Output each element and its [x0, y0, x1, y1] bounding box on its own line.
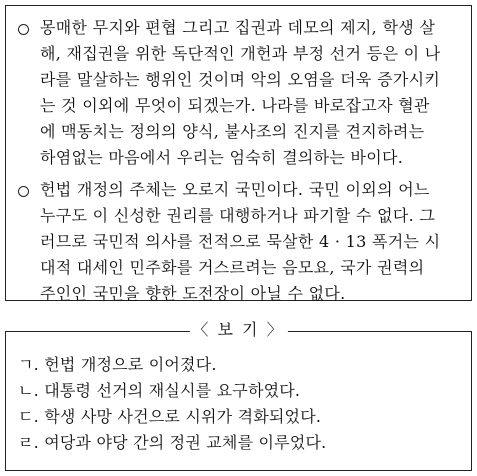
bogi-title: 〈 보 기 〉 — [189, 320, 287, 340]
passage-line: 누구도 이 신성한 권리를 대행하거나 파기할 수 없다. 그 — [40, 206, 436, 225]
passage-line: 주인인 국민을 향한 도전장이 아닐 수 없다. — [40, 284, 346, 303]
passage-line: 에 맥동치는 정의의 양식, 불사조의 진지를 견지하려는 — [40, 122, 425, 141]
passage-line: 대적 대세인 민주화를 거스르려는 음모요, 국가 권력의 — [40, 258, 425, 277]
passage-line: 라를 말살하는 행위인 것이며 악의 오염을 더욱 증가시키 — [40, 70, 441, 89]
passage-line: 해, 재집권을 위한 독단적인 개헌과 부정 선거 등은 이 나 — [40, 44, 441, 63]
circle-bullet-icon — [18, 186, 29, 197]
passage-line: 하염없는 마음에서 우리는 엄숙히 결의하는 바이다. — [40, 148, 404, 167]
passage-line: 헌법 개정의 주체는 오로지 국민이다. 국민 이외의 어느 — [40, 180, 430, 199]
passage-box — [5, 5, 472, 301]
choice-item-2: ㄴ. 대통령 선거의 재실시를 요구하였다. — [18, 381, 301, 400]
choice-item-3: ㄷ. 학생 사망 사건으로 시위가 격화되었다. — [18, 407, 322, 426]
choice-item-4: ㄹ. 여당과 야당 간의 정권 교체를 이루었다. — [18, 433, 327, 452]
choice-item-1: ㄱ. 헌법 개정으로 이어졌다. — [18, 355, 217, 374]
passage-line: 는 것 이외에 무엇이 되겠는가. 나라를 바로잡고자 혈관 — [40, 96, 430, 115]
passage-line: 몽매한 무지와 편협 그리고 집권과 데모의 제지, 학생 살 — [40, 18, 436, 37]
circle-bullet-icon — [18, 24, 29, 35]
passage-line: 러므로 국민적 의사를 전적으로 묵살한 4 · 13 폭거는 시 — [40, 232, 441, 251]
